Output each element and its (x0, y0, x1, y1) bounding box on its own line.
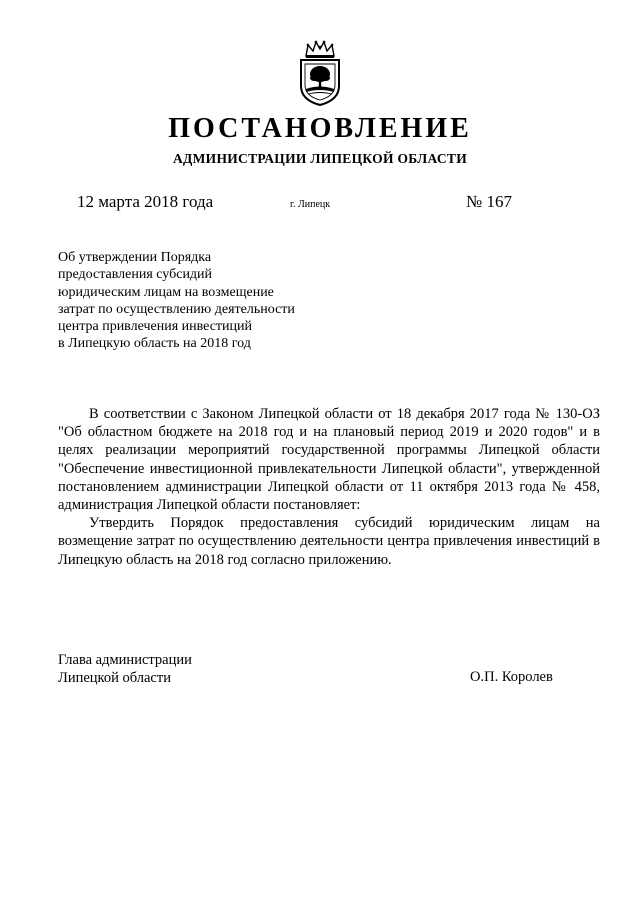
document-title-block (58, 249, 358, 353)
signatory-position-line: Липецкой области (58, 669, 171, 686)
document-number: № 167 (466, 192, 512, 211)
title-line: в Липецкую область на 2018 год (58, 336, 251, 352)
document-body (58, 405, 600, 569)
document-heading: ПОСТАНОВЛЕНИЕ (168, 113, 472, 144)
signatory-name: О.П. Королев (470, 669, 553, 685)
document-city: г. Липецк (290, 199, 331, 210)
title-line: юридическим лицам на возмещение (58, 284, 274, 300)
title-line: затрат по осуществлению деятельности (58, 301, 295, 317)
document-date: 12 марта 2018 года (77, 192, 214, 211)
title-line: Об утверждении Порядка (58, 250, 212, 265)
title-line: предоставления субсидий (58, 267, 213, 283)
body-paragraph: Утвердить Порядок предоставления субсидий юридическим лицам на возмещение затрат по осуществлению деятельности центра привлечения инвестиций в Липецкую область на 2018 год согласно приложению. (58, 515, 600, 568)
title-line: центра привлечения инвестиций (58, 319, 253, 335)
signatory-position-line: Глава администрации (58, 652, 192, 668)
body-paragraph: В соответствии с Законом Липецкой области от 18 декабря 2017 года № 130-ОЗ "Об областном бюджете на 2018 год и на плановый период 2019 и 2020 годов" и в целях реализации мероприятий государственной программы Липецкой области "Обеспечение инвестиционной привлекательности Липецкой области", утвержденной постановлением администрации Липецкой области от 11 октября 2013 года № 458, администрация Липецкой области постановляет: (58, 406, 600, 514)
issuing-authority: АДМИНИСТРАЦИИ ЛИПЕЦКОЙ ОБЛАСТИ (172, 151, 468, 166)
signatory-position (58, 652, 192, 687)
coat-of-arms-emblem (296, 40, 344, 106)
